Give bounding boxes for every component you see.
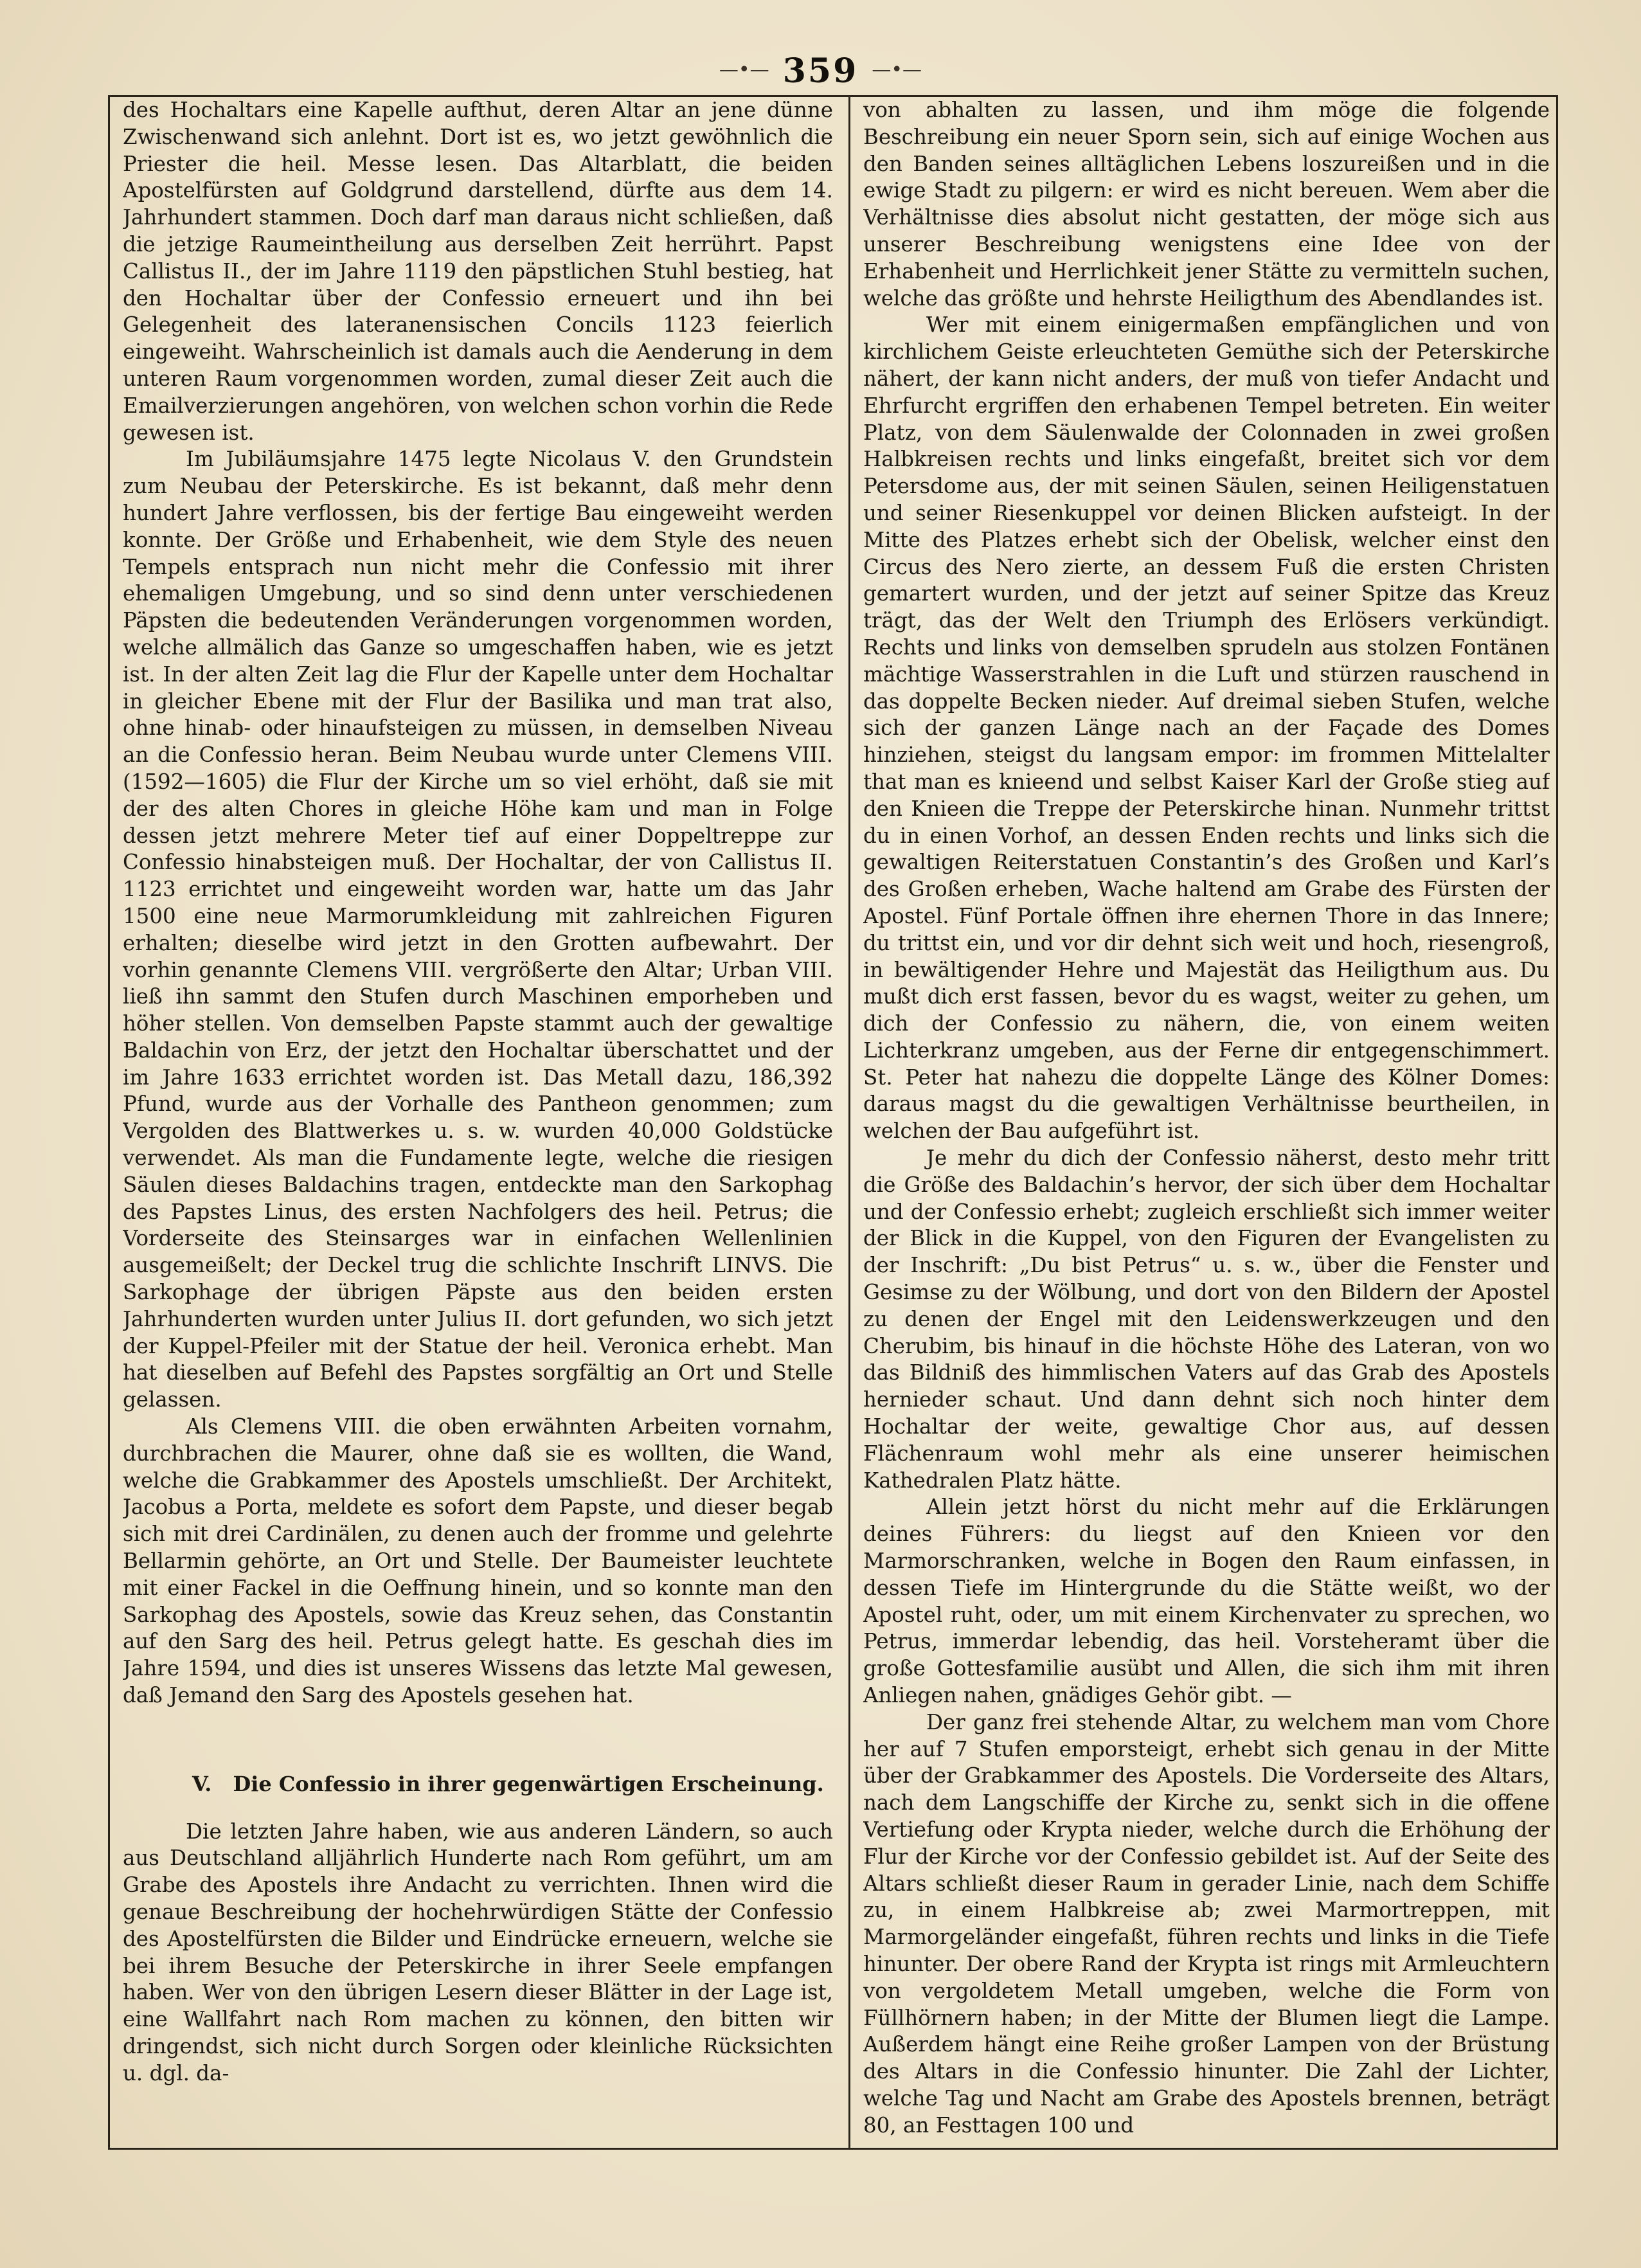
paragraph: des Hochaltars eine Kapelle aufthut, deren Altar an jene dünne Zwischenwand sich anlehnt. Dort ist es, wo jetzt gewöhnlich die Priester die heil. Messe lesen. Das Altarblatt, die beiden Apostelfürsten auf Goldgrund darstellend, dürfte aus dem 14. Jahrhundert stammen. Doch darf man daraus nicht schließen, daß die jetzige Raumeintheilung aus derselben Zeit herrührt. Papst Callistus II., der im Jahre 1119 den päpstlichen Stuhl bestieg, hat den Hochaltar über der Confessio erneuert und ihn bei Gelegenheit des lateranensischen Concils 1123 feierlich eingeweiht. Wahrscheinlich ist damals auch die Aenderung in dem unteren Raum vorgenommen worden, zumal dieser Zeit auch die Emailverzierungen angehören, von welchen schon vorhin die Rede gewesen ist.	[123, 98, 833, 445]
left-ornament: —•—	[719, 59, 769, 81]
paragraph: Im Jubiläumsjahre 1475 legte Nicolaus V. den Grundstein zum Neubau der Peterskirche. Es ist bekannt, daß mehr denn hundert Jahre verflossen, bis der fertige Bau eingeweiht werden konnte. Der Größe und Erhabenheit, wie dem Style des neuen Tempels entsprach nun nicht mehr die Confessio mit ihrer ehemaligen Umgebung, und so sind denn unter verschiedenen Päpsten die bedeutenden Veränderungen vorgenommen worden, welche allmälich das Ganze so umgeschaffen haben, wie es jetzt ist. In der alten Zeit lag die Flur der Kapelle unter dem Hochaltar in gleicher Ebene mit der Flur der Basilika und man trat also, ohne hinab- oder hinaufsteigen zu müssen, in demselben Niveau an die Confessio heran. Beim Neubau wurde unter Clemens VIII. (1592—1605) die Flur der Kirche um so viel erhöht, daß sie mit der des alten Chores in gleiche Höhe kam und man in Folge dessen jetzt mehrere Meter tief auf einer Doppeltreppe zur Confessio hinabsteigen muß. Der Hochaltar, der von Callistus II. 1123 errichtet und eingeweiht worden war, hatte um das Jahr 1500 eine neue Marmorumkleidung mit zahlreichen Figuren erhalten; dieselbe wird jetzt in den Grotten aufbewahrt. Der vorhin genannte Clemens VIII. vergrößerte den Altar; Urban VIII. ließ ihn sammt den Stufen durch Maschinen emporheben und höher stellen. Von demselben Papste stammt auch der gewaltige Baldachin von Erz, der jetzt den Hochaltar überschattet und der im Jahre 1633 errichtet worden ist. Das Metall dazu, 186,392 Pfund, wurde aus der Vorhalle des Pantheon genommen; zum Vergolden des Blattwerkes u. s. w. wurden 40,000 Goldstücke verwendet. Als man die Fundamente legte, welche die riesigen Säulen dieses Baldachins tragen, entdeckte man den Sarkophag des Papstes Linus, des ersten Nachfolgers des heil. Petrus; die Vorderseite des Steinsarges war in einfachen Wellenlinien ausgemeißelt; der Deckel trug die schlichte Inschrift LINVS. Die Sarkophage der übrigen Päpste aus den beiden ersten Jahrhunderten wurden unter Julius II. dort gefunden, wo sich jetzt der Kuppel-Pfeiler mit der Statue der heil. Veronica erhebt. Man hat dieselben auf Befehl des Papstes sorgfältig an Ort und Stelle gelassen.	[123, 447, 833, 1412]
paragraph: Wer mit einem einigermaßen empfänglichen und von kirchlichem Geiste erleuchteten Gemüthe sich der Peterskirche nähert, der kann nicht anders, der muß von tiefer Andacht und Ehrfurcht ergriffen den erhabenen Tempel betreten. Ein weiter Platz, von dem Säulenwalde der Colonnaden in zwei großen Halbkreisen rechts und links eingefaßt, breitet sich vor dem Petersdome aus, der mit seinen Säulen, seinen Heiligenstatuen und seiner Riesenkuppel vor deinen Blicken aufsteigt. In der Mitte des Platzes erhebt sich der Obelisk, welcher einst den Circus des Nero zierte, an dessem Fuß die ersten Christen gemartert wurden, und der jetzt auf seiner Spitze das Kreuz trägt, das der Welt den Triumph des Erlösers verkündigt. Rechts und links von demselben sprudeln aus stolzen Fontänen mächtige Wasserstrahlen in die Luft und stürzen rauschend in das doppelte Becken nieder. Auf dreimal sieben Stufen, welche sich der ganzen Länge nach an der Façade des Domes hinziehen, steigst du langsam empor: im frommen Mittelalter that man es knieend und selbst Kaiser Karl der Große stieg auf den Knieen die Treppe der Peterskirche hinan. Nunmehr trittst du in einen Vorhof, an dessen Enden rechts und links sich die gewaltigen Reiterstatuen Constantin’s des Großen und Karl’s des Großen erheben, Wache haltend am Grabe des Fürsten der Apostel. Fünf Portale öffnen ihre ehernen Thore in das Innere; du trittst ein, und vor dir dehnt sich weit und hoch, riesengroß, in bewältigender Hehre und Majestät das Heiligthum aus. Du mußt dich erst fassen, bevor du es wagst, weiter zu gehen, um dich der Confessio zu nähern, die, von einem weiten Lichterkranz umgeben, aus der Ferne dir entgegenschimmert. St. Peter hat nahezu die doppelte Länge des Kölner Domes: daraus magst du die gewaltigen Verhältnisse beurtheilen, in welchen der Bau aufgeführt ist.	[863, 312, 1550, 1144]
paragraph: Die letzten Jahre haben, wie aus anderen Ländern, so auch aus Deutschland alljährlich Hunderte nach Rom geführt, um am Grabe des Apostels ihre Andacht zu verrichten. Ihnen wird die genaue Beschreibung der hochehrwürdigen Stätte der Confessio des Apostelfürsten die Bilder und Eindrücke erneuern, welche sie bei ihrem Besuche der Peterskirche in ihrer Seele empfangen haben. Wer von den übrigen Lesern dieser Blätter in der Lage ist, eine Wallfahrt nach Rom machen zu können, den bitten wir dringendst, sich nicht durch Sorgen oder kleinliche Rücksichten u. dgl. da-	[123, 1819, 833, 2085]
page-number: 359	[782, 51, 859, 91]
paragraph: Je mehr du dich der Confessio näherst, desto mehr tritt die Größe des Baldachin’s hervor, der sich über dem Hochaltar und der Confessio erhebt; zugleich erschließt sich immer weiter der Blick in die Kuppel, von den Figuren der Evangelisten zu der Inschrift: „Du bist Petrus“ u. s. w., über die Fenster und Gesimse zu der Wölbung, und dort von den Bildern der Apostel zu denen der Engel mit den Leidenswerkzeugen und den Cherubim, bis hinauf in die höchste Höhe des Lateran, von wo das Bildniß des himmlischen Vaters auf das Grab des Apostels hernieder schaut. Und dann dehnt sich noch hinter dem Hochaltar der weite, gewaltige Chor aus, auf dessen Flächenraum wohl mehr als eine unserer heimischen Kathedralen Platz hätte.	[863, 1146, 1550, 1493]
text-frame	[108, 95, 1558, 2150]
section-title: Die Confessio in ihrer gegenwärtigen Erscheinung.	[233, 1771, 824, 1796]
paragraph: Der ganz frei stehende Altar, zu welchem man vom Chore her auf 7 Stufen emporsteigt, erhebt sich genau in der Mitte über der Grabkammer des Apostels. Die Vorderseite des Altars, nach dem Langschiffe der Kirche zu, senkt sich in die offene Vertiefung oder Krypta nieder, welche durch die Erhöhung der Flur der Kirche vor der Confessio gebildet ist. Auf der Seite des Altars schließt dieser Raum in gerader Linie, nach dem Schiffe zu, in einem Halbkreise ab; zwei Marmortreppen, mit Marmorgeländer eingefaßt, führen rechts und links in die Tiefe hinunter. Der obere Rand der Krypta ist rings mit Armleuchtern von vergoldetem Metall umgeben, welche die Form von Füllhörnern haben; in der Mitte der Blumen liegt die Lampe. Außerdem hängt eine Reihe großer Lampen von der Brüstung des Altars in die Confessio hinunter. Die Zahl der Lichter, welche Tag und Nacht am Grabe des Apostels brennen, beträgt 80, an Festtagen 100 und	[863, 1709, 1550, 2138]
paragraph: von abhalten zu lassen, und ihm möge die folgende Beschreibung ein neuer Sporn sein, sich auf einige Wochen aus den Banden seines alltäglichen Lebens loszureißen und in die ewige Stadt zu pilgern: er wird es nicht bereuen. Wem aber die Verhältnisse dies absolut nicht gestatten, der möge sich aus unserer Beschreibung wenigstens eine Idee von der Erhabenheit und Herrlichkeit jener Stätte zu vermitteln suchen, welche das größte und hehrste Heiligthum des Abendlandes ist.	[863, 98, 1550, 310]
left-column	[123, 97, 833, 2148]
section-heading	[123, 1771, 833, 1798]
page-header	[0, 51, 1641, 94]
column-divider	[848, 97, 850, 2148]
section-number: V.	[192, 1771, 212, 1796]
right-column	[863, 97, 1550, 2148]
paragraph: Als Clemens VIII. die oben erwähnten Arbeiten vornahm, durchbrachen die Maurer, ohne daß sie es wollten, die Wand, welche die Grabkammer des Apostels umschließt. Der Architekt, Jacobus a Porta, meldete es sofort dem Papste, und dieser begab sich mit drei Cardinälen, zu denen auch der fromme und gelehrte Bellarmin gehörte, an Ort und Stelle. Der Baumeister leuchtete mit einer Fackel in die Oeffnung hinein, und so konnte man den Sarkophag des Apostels, sowie das Kreuz sehen, das Constantin auf den Sarg des heil. Petrus gelegt hatte. Es geschah dies im Jahre 1594, und dies ist unseres Wissens das letzte Mal gewesen, daß Jemand den Sarg des Apostels gesehen hat.	[123, 1414, 833, 1708]
right-ornament: —•—	[872, 59, 922, 81]
paragraph: Allein jetzt hörst du nicht mehr auf die Erklärungen deines Führers: du liegst auf den Knieen vor den Marmorschranken, welche in Bogen den Raum einfassen, in dessen Tiefe im Hintergrunde du die Stätte weißt, wo der Apostel ruht, oder, um mit einem Kirchenvater zu sprechen, wo Petrus, immerdar lebendig, das heil. Vorsteheramt über die große Gottesfamilie ausübt und Allen, die sich ihm mit ihren Anliegen nahen, gnädiges Gehör gibt. —	[863, 1495, 1550, 1708]
